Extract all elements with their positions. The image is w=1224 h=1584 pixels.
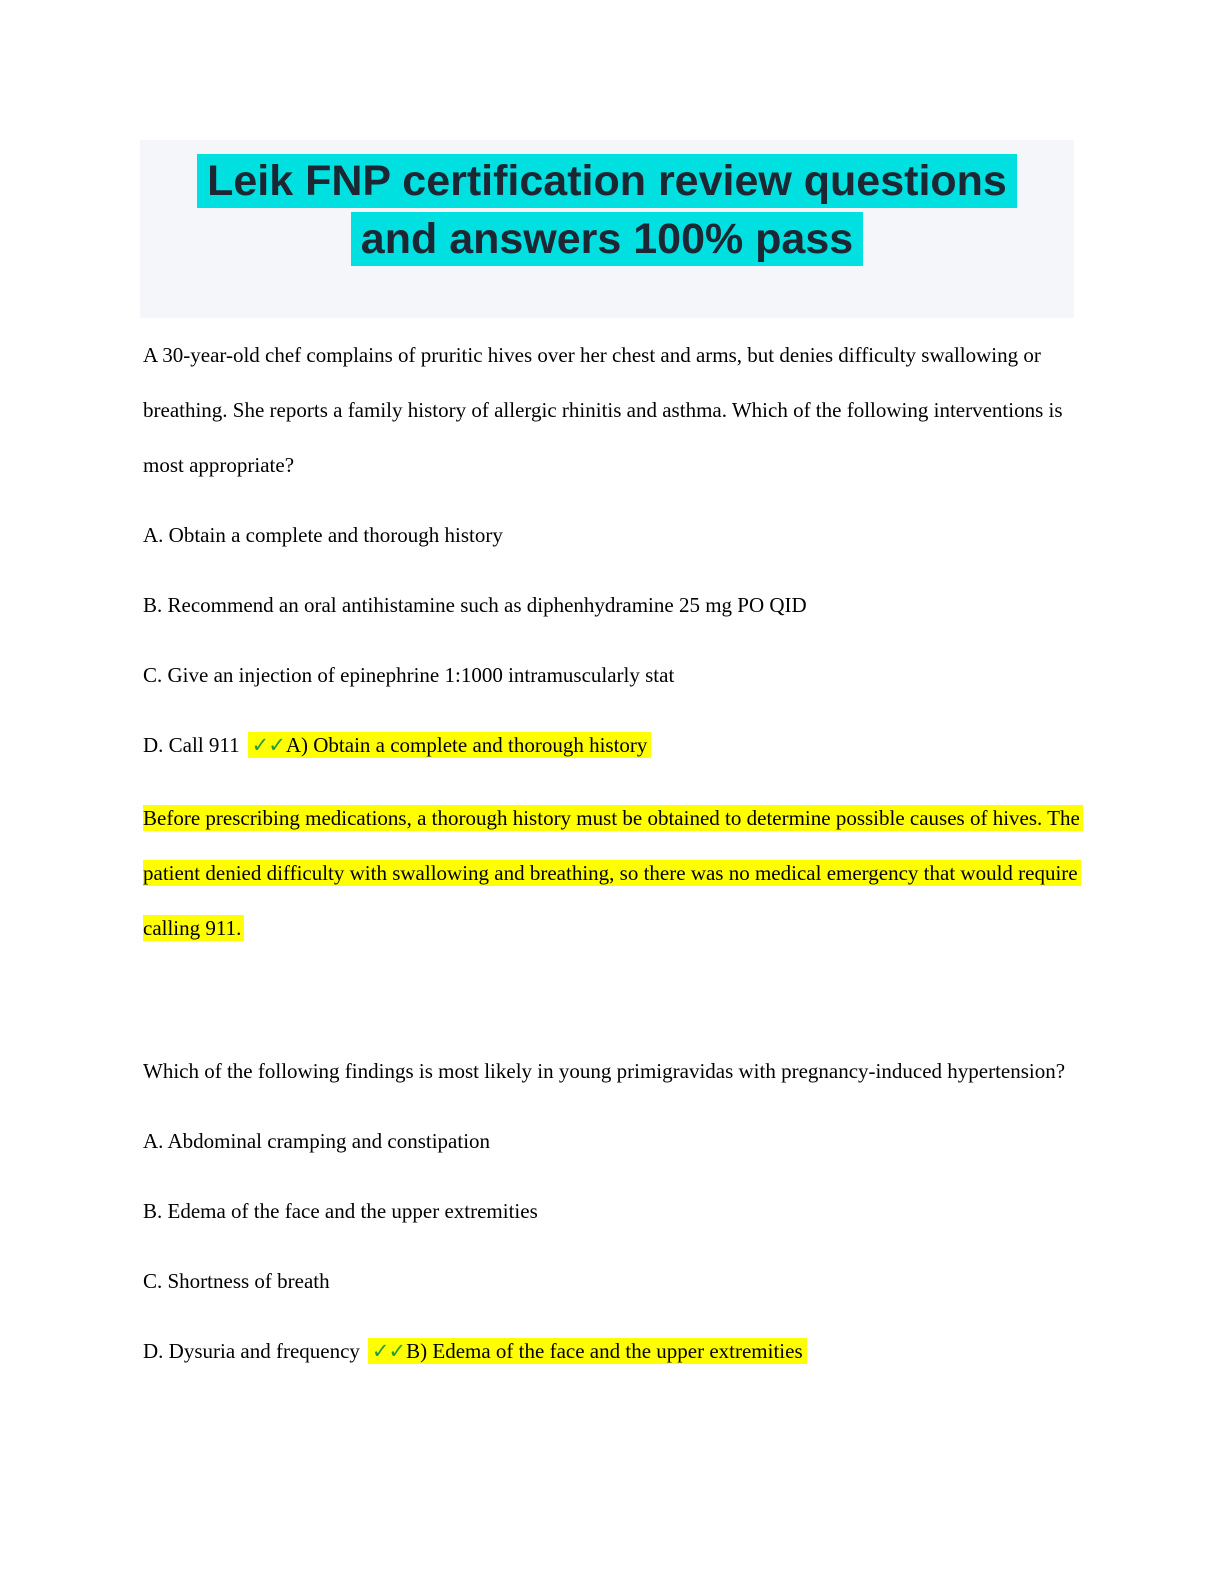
title-block [140, 140, 1074, 318]
answer-explanation [143, 791, 1083, 956]
question-option-c: C. Shortness of breath [143, 1269, 330, 1294]
question-option-a: A. Abdominal cramping and constipation [143, 1129, 491, 1154]
option-label: D. Call 911 [143, 733, 240, 758]
correct-answer-highlight [368, 1338, 807, 1364]
correct-answer-text: A) Obtain a complete and thorough history [285, 733, 648, 758]
page-title [160, 152, 1054, 268]
question-option-c: C. Give an injection of epinephrine 1:1000 intramuscularly stat [143, 663, 675, 688]
question-option-a: A. Obtain a complete and thorough history [143, 523, 503, 548]
question-2 [143, 1044, 1083, 1379]
question-text: Which of the following findings is most likely in young primigravidas with pregnancy-induced hypertension? [143, 1059, 1066, 1084]
question-1 [143, 328, 1083, 956]
answer-explanation-text: Before prescribing medications, a thorough history must be obtained to determine possible causes of hives. The patient denied difficulty with swallowing and breathing, so there was no medical emergency that would require calling 911. [143, 805, 1083, 941]
correct-answer-text: B) Edema of the face and the upper extremities [406, 1339, 803, 1364]
question-option-b: B. Edema of the face and the upper extremities [143, 1199, 538, 1224]
option-label: D. Dysuria and frequency [143, 1339, 360, 1364]
question-option-d [143, 1324, 1083, 1379]
document-content [143, 328, 1083, 1379]
page-title-text: Leik FNP certification review questions and answers 100% pass [197, 154, 1017, 266]
checkmark-icons: ✓✓ [251, 733, 285, 758]
checkmark-icons: ✓✓ [371, 1339, 406, 1364]
question-option-b: B. Recommend an oral antihistamine such as diphenhydramine 25 mg PO QID [143, 593, 807, 618]
question-text: A 30-year-old chef complains of pruritic hives over her chest and arms, but denies difficulty swallowing or breathing. She reports a family history of allergic rhinitis and asthma. Which of the following interventions is most appropriate? [143, 343, 1063, 478]
correct-answer-highlight [248, 732, 652, 758]
question-option-d [143, 718, 1083, 773]
